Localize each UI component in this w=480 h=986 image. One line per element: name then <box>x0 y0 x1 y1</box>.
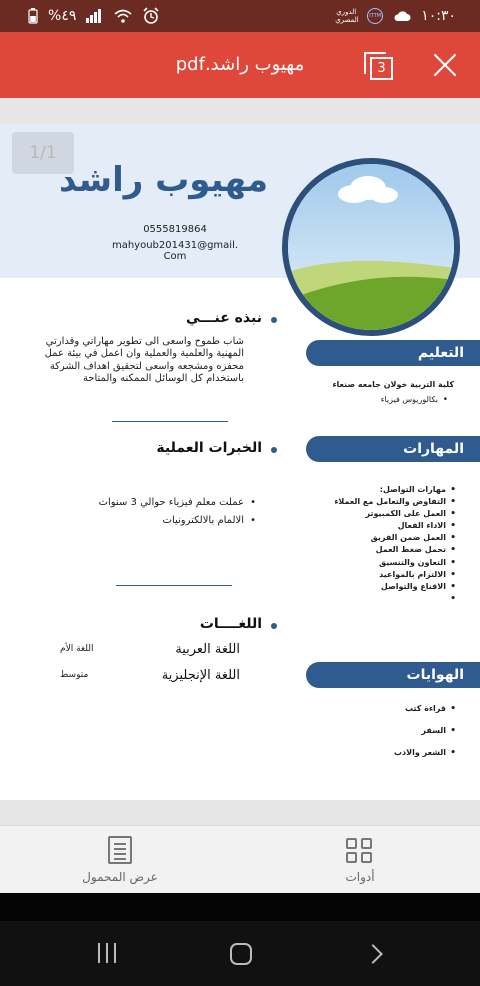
notification-text: الدوري المصري <box>335 8 359 24</box>
pages-button[interactable] <box>362 50 396 82</box>
app-bar <box>0 32 480 98</box>
skills-list <box>286 484 446 605</box>
experience-title: الخبرات العملية <box>156 440 262 456</box>
cv-email: mahyoub201431@gmail. Com <box>111 240 239 262</box>
clock: ١٠:٣٠ <box>421 8 456 24</box>
cv-name: مهيوب راشد <box>59 160 268 200</box>
list-item: • الالتزام بالمواعيد <box>286 569 446 581</box>
content-view-button[interactable] <box>50 826 190 894</box>
languages-title: اللغــــات <box>199 616 262 632</box>
cv-phone: 0555819864 <box>143 224 207 235</box>
skills-title: المهارات <box>306 436 480 462</box>
tools-button[interactable] <box>290 826 430 894</box>
list-item: • العمل على الكمبيوتر <box>286 508 446 520</box>
page-indicator: 1/1 <box>12 132 74 174</box>
language-level: متوسط <box>60 670 89 680</box>
about-title: نبذه عنـــي <box>186 310 262 326</box>
document-page <box>0 124 480 800</box>
list-item: • عملت معلم فيزياء حوالي 3 سنوات <box>44 494 244 512</box>
language-name: اللغة الإنجليزية <box>161 668 240 683</box>
list-item: • مهارات التواصل: <box>286 484 446 496</box>
document-title: مهيوب راشد.pdf <box>175 54 305 75</box>
status-right <box>335 6 456 26</box>
language-level: اللغة الأم <box>60 644 94 654</box>
close-icon[interactable] <box>426 50 464 82</box>
list-item: • العمل ضمن الفريق <box>286 532 446 544</box>
list-item: • الاداء الفعال <box>286 520 446 532</box>
list-item: • التعاون والتنسيق <box>286 557 446 569</box>
page-count: 3 <box>370 57 393 80</box>
list-item: • قراءة كتب <box>286 698 446 720</box>
system-nav-bar <box>0 921 480 986</box>
bottom-toolbar <box>0 825 480 893</box>
status-left <box>28 6 160 26</box>
list-item: • الالمام بالالكترونيات <box>44 512 244 530</box>
notification-badge: ITTM <box>367 8 383 24</box>
divider <box>112 421 228 422</box>
hobbies-list <box>286 698 446 764</box>
hobbies-title: الهوايات <box>306 662 480 688</box>
spacer <box>0 893 480 921</box>
list-item: • بكالوريوس فيزياء <box>278 394 438 406</box>
home-icon[interactable] <box>230 943 252 965</box>
battery-text: %٤٩ <box>48 8 77 24</box>
recents-icon[interactable] <box>96 943 120 963</box>
back-icon[interactable] <box>363 944 383 964</box>
experience-list <box>44 494 244 530</box>
wifi-icon <box>114 9 132 23</box>
language-name: اللغة العربية <box>175 642 240 657</box>
signal-icon <box>86 9 104 23</box>
education-list <box>278 394 438 406</box>
list-item: • الشعر والادب <box>286 742 446 764</box>
alarm-icon <box>142 7 160 25</box>
language-row <box>60 642 240 662</box>
education-title: التعليم <box>306 340 480 366</box>
list-item: • تحمل ضغط العمل <box>286 544 446 556</box>
cloud-icon <box>393 10 411 22</box>
status-bar <box>0 0 480 32</box>
avatar <box>282 158 460 336</box>
document-viewer[interactable] <box>0 98 480 825</box>
tools-label: أدوات <box>345 870 375 884</box>
tools-icon <box>346 838 374 864</box>
avatar-placeholder-icon <box>288 164 454 330</box>
list-item: • السفر <box>286 720 446 742</box>
battery-icon <box>28 8 38 24</box>
about-text: شاب طموح واسعى الى تطوير مهاراتي وقدارتي المهنية والعلمية والعملية وان اعمل في بيئة عمل محفزه ومشجعه واسعى لتحقيق اهداف الشركة باستخدام كل الوسائل الممكنه والمتاحة <box>44 336 244 384</box>
content-view-label: عرض المحمول <box>82 870 158 884</box>
list-item <box>286 593 446 605</box>
language-row <box>60 668 240 688</box>
education-line: كلية التربية خولان جامعه صنعاء <box>332 380 454 389</box>
list-item: • التفاوض والتعامل مع العملاء <box>286 496 446 508</box>
content-view-icon <box>108 836 132 864</box>
list-item: • الاقناع والتواصل <box>286 581 446 593</box>
divider <box>116 585 232 586</box>
